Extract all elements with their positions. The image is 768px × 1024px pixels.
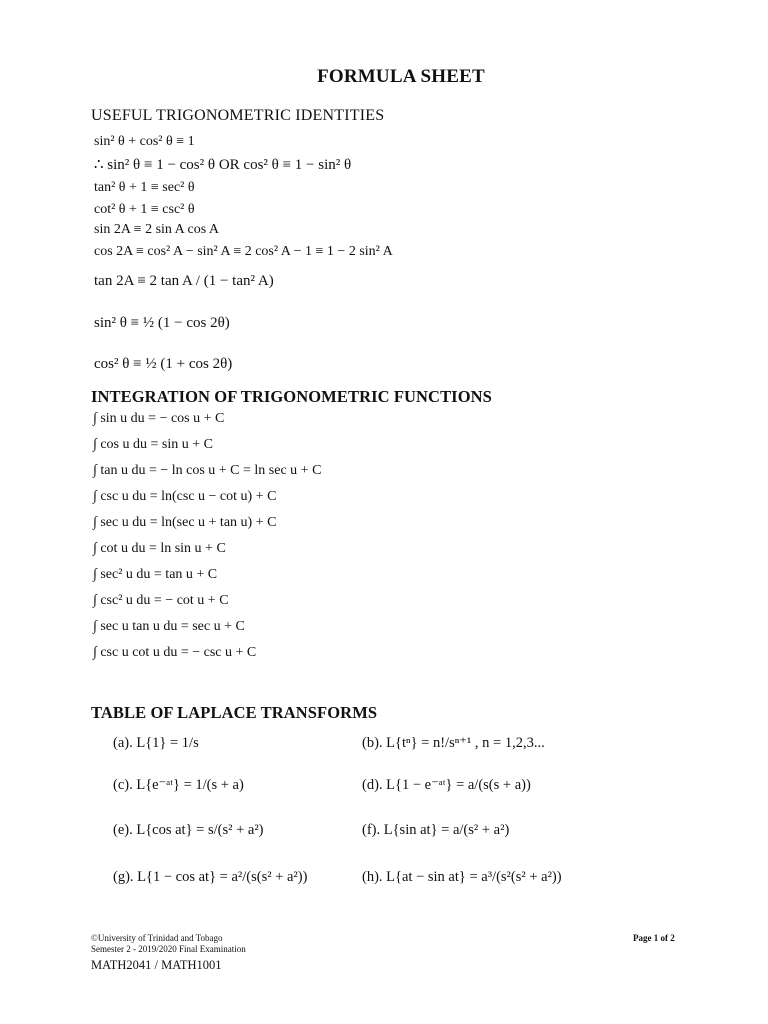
trig-identity: tan 2A ≡ 2 tan A / (1 − tan² A): [94, 273, 274, 289]
page-title: FORMULA SHEET: [317, 66, 485, 87]
laplace-entry: (d). L{1 − e⁻ᵃᵗ} = a/(s(s + a)): [362, 777, 531, 793]
integral-formula: ∫ csc² u du = − cot u + C: [93, 593, 229, 608]
trig-identity: ∴ sin² θ ≡ 1 − cos² θ OR cos² θ ≡ 1 − sin² θ: [94, 157, 352, 173]
footer-course-code: MATH2041 / MATH1001: [91, 958, 222, 972]
integral-formula: ∫ cos u du = sin u + C: [93, 437, 213, 452]
laplace-entry: (c). L{e⁻ᵃᵗ} = 1/(s + a): [113, 777, 244, 793]
trig-identities-heading: USEFUL TRIGONOMETRIC IDENTITIES: [91, 107, 385, 124]
trig-identity: sin² θ ≡ ½ (1 − cos 2θ): [94, 315, 230, 331]
laplace-entry: (b). L{tⁿ} = n!/sⁿ⁺¹ , n = 1,2,3...: [362, 735, 545, 751]
laplace-heading: TABLE OF LAPLACE TRANSFORMS: [91, 703, 378, 722]
integral-formula: ∫ sec² u du = tan u + C: [93, 567, 218, 582]
laplace-entry: (h). L{at − sin at} = a³/(s²(s² + a²)): [362, 869, 562, 885]
footer-exam: Semester 2 - 2019/2020 Final Examination: [91, 944, 246, 954]
integral-formula: ∫ cot u du = ln sin u + C: [93, 541, 226, 556]
laplace-entry: (a). L{1} = 1/s: [113, 735, 199, 751]
laplace-entry: (e). L{cos at} = s/(s² + a²): [113, 822, 264, 838]
integral-formula: ∫ csc u du = ln(csc u − cot u) + C: [93, 489, 277, 504]
trig-identity: cot² θ + 1 ≡ csc² θ: [94, 202, 195, 217]
integral-formula: ∫ sec u tan u du = sec u + C: [93, 619, 245, 634]
page-number: Page 1 of 2: [633, 933, 675, 943]
trig-identity: sin² θ + cos² θ ≡ 1: [94, 134, 195, 149]
trig-identity: tan² θ + 1 ≡ sec² θ: [94, 180, 195, 195]
integral-formula: ∫ sin u du = − cos u + C: [93, 411, 225, 426]
laplace-entry: (f). L{sin at} = a/(s² + a²): [362, 822, 510, 838]
integral-formula: ∫ tan u du = − ln cos u + C = ln sec u + C: [93, 463, 322, 478]
trig-identity: cos 2A ≡ cos² A − sin² A ≡ 2 cos² A − 1 ≡ 1 − 2 sin² A: [94, 244, 393, 259]
laplace-entry: (g). L{1 − cos at} = a²/(s(s² + a²)): [113, 869, 308, 885]
footer-institution: ©University of Trinidad and Tobago: [91, 933, 223, 943]
trig-identity: sin 2A ≡ 2 sin A cos A: [94, 222, 219, 237]
integral-formula: ∫ sec u du = ln(sec u + tan u) + C: [93, 515, 277, 530]
integration-heading: INTEGRATION OF TRIGONOMETRIC FUNCTIONS: [91, 387, 492, 406]
trig-identity: cos² θ ≡ ½ (1 + cos 2θ): [94, 356, 233, 372]
integral-formula: ∫ csc u cot u du = − csc u + C: [93, 645, 257, 660]
